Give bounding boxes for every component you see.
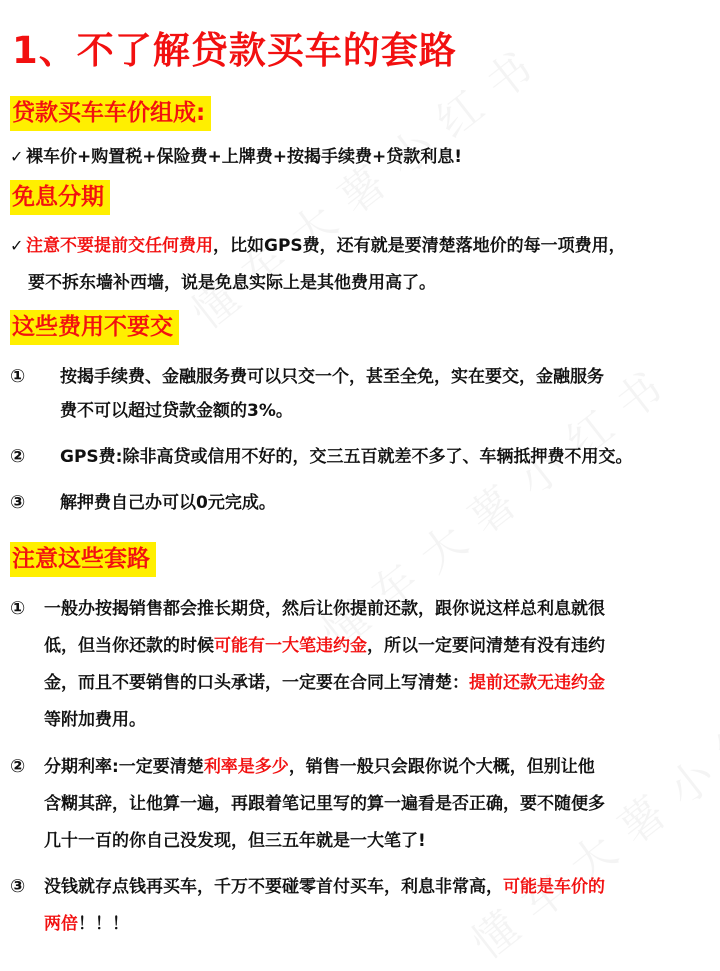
page-title: 1、不了解贷款买车的套路 bbox=[12, 29, 457, 72]
trick-item-1-line-4: 等附加费用。 bbox=[44, 710, 146, 730]
trick-item-2-line-1: 分期利率:一定要清楚利率是多少，销售一般只会跟你说个大概，但别让他 bbox=[44, 757, 595, 777]
trick-item-3-line-1: 没钱就存点钱再买车，千万不要碰零首付买车，利息非常高，可能是车价的 bbox=[44, 877, 605, 897]
trick-item-1-line-1: 一般办按揭销售都会推长期贷，然后让你提前还款，跟你说这样总利息就很 bbox=[44, 599, 605, 619]
trick-item-1-line-2: 低，但当你还款的时候可能有一大笔违约金，所以一定要问清楚有没有违约 bbox=[44, 636, 605, 656]
section-heading-price-composition: 贷款买车车价组成: bbox=[10, 96, 211, 131]
item-marker: ① bbox=[10, 598, 26, 619]
section-heading-interest-free: 免息分期 bbox=[10, 180, 110, 215]
interest-free-line-1: 注意不要提前交任何费用，比如GPS费，还有就是要清楚落地价的每一项费用， bbox=[26, 236, 626, 256]
price-composition-text: 裸车价+购置税+保险费+上牌费+按揭手续费+贷款利息! bbox=[26, 147, 462, 167]
penalty-warning: 可能有一大笔违约金 bbox=[214, 636, 367, 656]
section-heading-tricks: 注意这些套路 bbox=[10, 542, 156, 577]
interest-free-line-2: 要不拆东墙补西墙，说是免息实际上是其他费用高了。 bbox=[28, 273, 436, 293]
no-penalty-clause: 提前还款无违约金 bbox=[469, 673, 605, 693]
section-heading-fees: 这些费用不要交 bbox=[10, 310, 179, 345]
double-price-warning: 可能是车价的 bbox=[503, 877, 605, 897]
fee-item-2-line-1: GPS费:除非高贷或信用不好的，交三五百就差不多了、车辆抵押费不用交。 bbox=[60, 447, 633, 467]
check-icon: ✓ bbox=[10, 147, 24, 166]
trick-item-2-line-3: 几十一百的你自己没发现，但三五年就是一大笔了! bbox=[44, 831, 426, 851]
item-marker: ② bbox=[10, 446, 26, 467]
interest-free-warning: 注意不要提前交任何费用 bbox=[26, 236, 213, 256]
check-icon: ✓ bbox=[10, 236, 24, 255]
trick-item-1-line-3: 金，而且不要销售的口头承诺，一定要在合同上写清楚：提前还款无违约金 bbox=[44, 673, 605, 693]
fee-item-1-line-2: 费不可以超过贷款金额的3%。 bbox=[60, 401, 293, 421]
interest-rate-warning: 利率是多少 bbox=[203, 757, 289, 777]
item-marker: ③ bbox=[10, 492, 26, 513]
fee-item-3-line-1: 解押费自己办可以0元完成。 bbox=[60, 493, 276, 513]
item-marker: ① bbox=[10, 366, 26, 387]
fee-item-1-line-1: 按揭手续费、金融服务费可以只交一个，甚至全免，实在要交，金融服务 bbox=[60, 367, 604, 387]
item-marker: ② bbox=[10, 756, 26, 777]
item-marker: ③ bbox=[10, 876, 26, 897]
trick-item-3-line-2: 两倍！！！ bbox=[44, 914, 129, 934]
trick-item-2-line-2: 含糊其辞，让他算一遍，再跟着笔记里写的算一遍看是否正确，要不随便多 bbox=[44, 794, 605, 814]
